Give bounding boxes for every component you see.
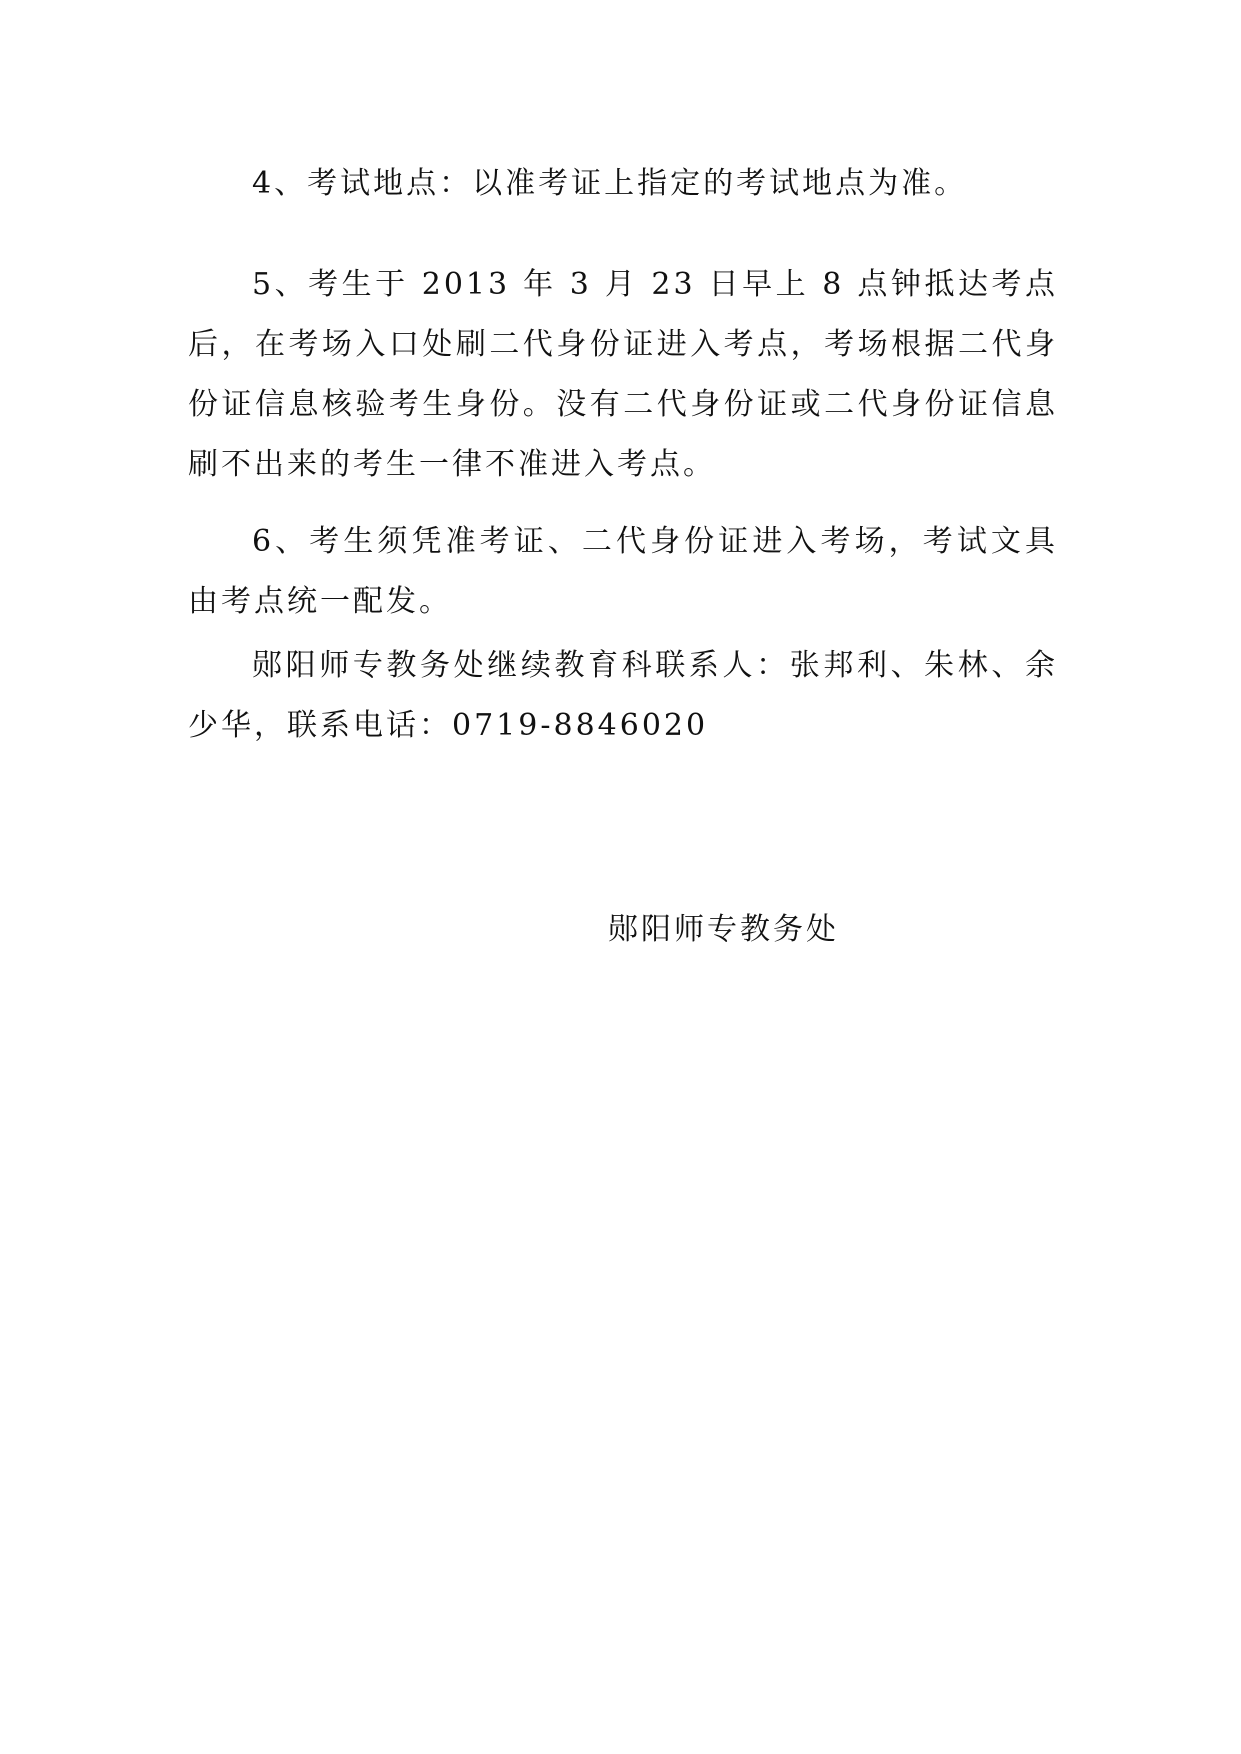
item-arrival-id-check: 5、考生于 2013 年 3 月 23 日早上 8 点钟抵达考点后，在考场入口处刷二代身份证进入考点，考场根据二代身份证信息核验考生身份。没有二代身份证或二代身份证信息刷不出来的考生一律不准进入考点。 bbox=[188, 267, 1058, 482]
contact-info: 郧阳师专教务处继续教育科联系人：张邦利、朱林、余少华，联系电话：0719-8846020 bbox=[188, 648, 1058, 743]
item-admission-requirements: 6、考生须凭准考证、二代身份证进入考场，考试文具由考点统一配发。 bbox=[188, 524, 1058, 619]
issuer-signature: 郧阳师专教务处 bbox=[608, 912, 839, 947]
item-exam-location: 4、考试地点：以准考证上指定的考试地点为准。 bbox=[252, 166, 968, 201]
